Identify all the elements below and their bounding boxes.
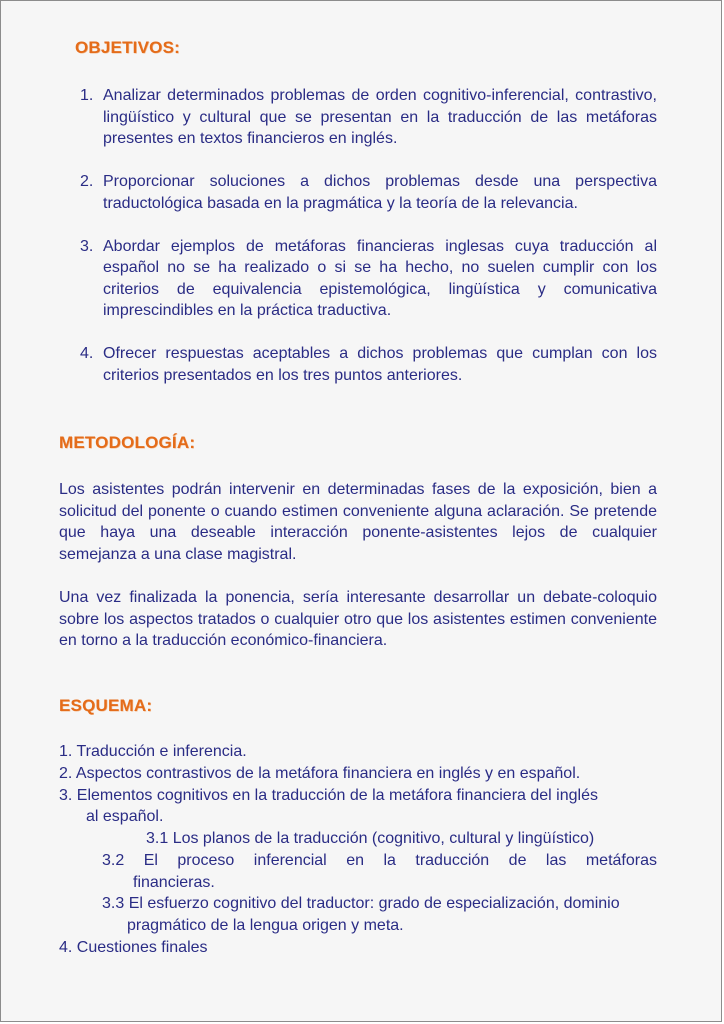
metodologia-paragraph-1: Los asistentes podrán intervenir en determinadas fases de la exposición, bien a solicitud del ponente o cuando estimen conveniente alguna aclaración. Se pretende que haya una deseable interacción ponente-asistentes lejos de cualquier semejanza a una clase magistral. xyxy=(59,481,657,563)
metodologia-paragraph-2: Una vez finalizada la ponencia, sería interesante desarrollar un debate-coloquio sobre los aspectos tratados o cualquier otro que los asistentes estimen conveniente en torno a la traducción económico-financiera. xyxy=(59,589,657,649)
esquema-item-2: 2. Aspectos contrastivos de la metáfora financiera en inglés y en español. xyxy=(59,765,581,782)
esquema-item-3-cont: al español. xyxy=(86,808,164,825)
objetivo-item-3 xyxy=(80,236,657,322)
esquema-item-3: 3. Elementos cognitivos en la traducción de la metáfora financiera del inglés xyxy=(59,787,598,804)
objetivo-item-2 xyxy=(80,171,657,214)
objetivo-text: Ofrecer respuestas aceptables a dichos problemas que cumplan con los criterios presentados en los tres puntos anteriores. xyxy=(103,345,657,384)
esquema-sub-3-3: 3.3 El esfuerzo cognitivo del traductor: grado de especialización, dominio xyxy=(102,895,620,912)
objetivos-heading: OBJETIVOS: xyxy=(75,38,180,57)
objetivo-number: 4. xyxy=(80,345,94,362)
objetivo-number: 3. xyxy=(80,237,94,255)
esquema-sub-3-1: 3.1 Los planos de la traducción (cognitivo, cultural y lingüístico) xyxy=(146,830,595,847)
objetivo-text: Proporcionar soluciones a dichos problemas desde una perspectiva traductológica basada en la pragmática y la teoría de la relevancia. xyxy=(103,173,657,212)
objetivo-text: Abordar ejemplos de metáforas financieras inglesas cuya traducción al español no se ha realizado o si se ha hecho, no suelen cumplir con los criterios de equivalencia epistemológica, lingüística y comunicativa imprescindibles en la práctica traductiva. xyxy=(103,237,657,319)
objetivo-number: 2. xyxy=(80,173,94,190)
esquema-sub-3-2-cont: financieras. xyxy=(133,874,215,891)
objetivo-number: 1. xyxy=(80,87,94,104)
esquema-sub-3-3-cont: pragmático de la lengua origen y meta. xyxy=(127,917,404,934)
objetivo-item-1 xyxy=(80,85,657,150)
esquema-sub-3-2 xyxy=(102,850,657,872)
metodologia-heading: METODOLOGÍA: xyxy=(59,433,196,452)
objetivo-text: Analizar determinados problemas de orden cognitivo-inferencial, contrastivo, lingüístico y cultural que se presentan en la traducción de las metáforas presentes en textos financieros en inglés. xyxy=(103,87,657,147)
esquema-sub-3-2-text: 3.2 El proceso inferencial en la traducción de las metáforas xyxy=(102,852,657,869)
objetivos-list xyxy=(80,85,657,408)
objetivo-item-4 xyxy=(80,343,657,386)
esquema-item-1: 1. Traducción e inferencia. xyxy=(59,743,247,760)
esquema-heading: ESQUEMA: xyxy=(59,696,153,715)
esquema-item-4: 4. Cuestiones finales xyxy=(59,939,208,956)
